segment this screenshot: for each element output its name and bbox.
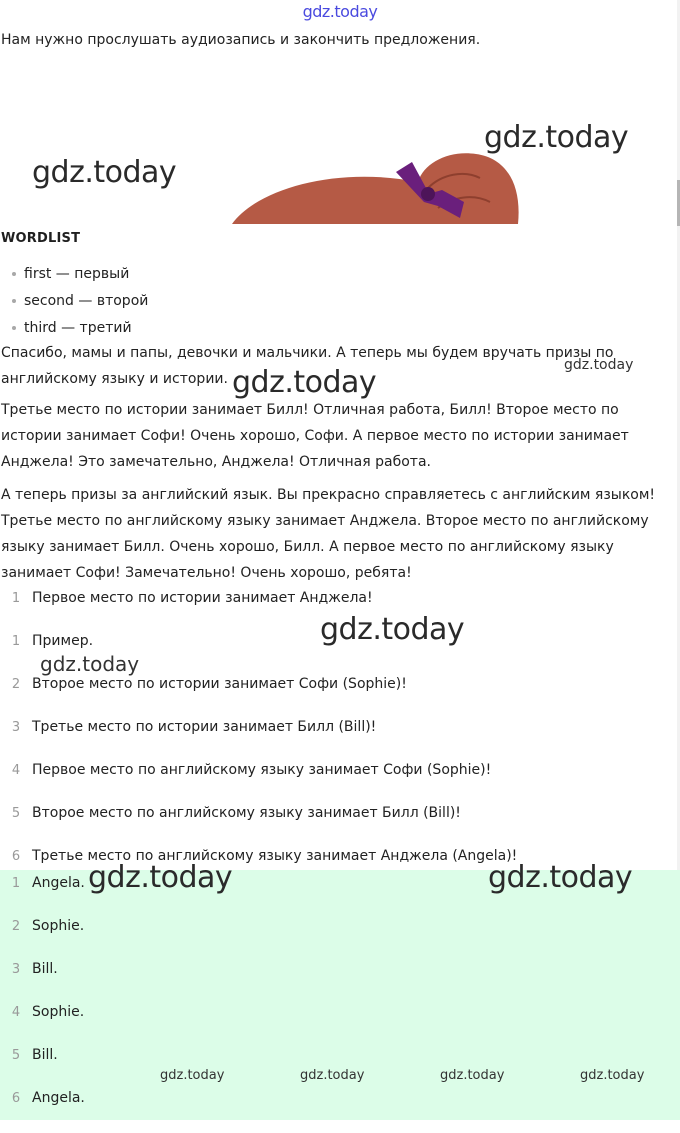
transcript-paragraph: Спасибо, мамы и папы, девочки и мальчики. А теперь мы будем вручать призы по английскому языку и истории.: [1, 345, 614, 387]
watermark: gdz.today: [440, 1068, 505, 1083]
watermark: gdz.today: [320, 612, 465, 647]
watermark: gdz.today: [300, 1068, 365, 1083]
item-text: Пример.: [32, 633, 94, 649]
list-item: [0, 676, 676, 719]
watermark: gdz.today: [580, 1068, 645, 1083]
list-item: [0, 805, 676, 848]
answer-item: [0, 918, 676, 961]
item-number: 1: [11, 634, 21, 649]
watermark: gdz.today: [88, 860, 233, 895]
item-text: Первое место по английскому языку занимает Софи (Sophie)!: [32, 762, 492, 778]
watermark: gdz.today: [232, 365, 377, 400]
watermark: gdz.today: [32, 155, 177, 190]
bullet-icon: [12, 299, 16, 303]
wordlist-title: WORDLIST: [1, 231, 81, 246]
watermark: gdz.today: [488, 860, 633, 895]
answer-text: Sophie.: [32, 918, 85, 934]
watermark: gdz.today: [484, 120, 629, 155]
item-text: Второе место по истории занимает Софи (Sophie)!: [32, 676, 407, 692]
answer-item: [0, 961, 676, 1004]
answer-text: Angela.: [32, 875, 85, 891]
task-instruction: Нам нужно прослушать аудиозапись и закончить предложения.: [1, 32, 481, 48]
wordlist-item: third — третий: [12, 320, 148, 347]
item-number: 4: [11, 1005, 21, 1020]
item-number: 4: [11, 763, 21, 778]
answer-text: Bill.: [32, 961, 58, 977]
answer-item: [0, 1090, 676, 1133]
item-text: Первое место по истории занимает Анджела!: [32, 590, 373, 606]
answer-text: Sophie.: [32, 1004, 85, 1020]
watermark: gdz.today: [160, 1068, 225, 1083]
item-number: 6: [11, 849, 21, 864]
wordlist-item: first — первый: [12, 266, 148, 293]
item-text: Второе место по английскому языку занимает Билл (Bill)!: [32, 805, 461, 821]
girl-illustration: [228, 148, 528, 226]
item-text: Третье место по истории занимает Билл (Bill)!: [32, 719, 377, 735]
item-number: 1: [11, 876, 21, 891]
list-item: [0, 762, 676, 805]
list-item: [0, 719, 676, 762]
item-number: 5: [11, 806, 21, 821]
wordlist-item: second — второй: [12, 293, 148, 320]
hair-bow-knot: [421, 187, 435, 201]
answer-item: [0, 1004, 676, 1047]
girl-hair: [232, 153, 519, 224]
watermark: gdz.today: [40, 652, 140, 676]
header-watermark: gdz.today: [302, 2, 378, 21]
transcript-paragraph: А теперь призы за английский язык. Вы прекрасно справляетесь с английским языком! Третье место по английскому языку занимает Анджела. Второе место по английскому языку занимает Билл. Очень хорошо, Билл. А первое место по английскому языку занимает Софи! Замечательно! Очень хорошо, ребята!: [1, 487, 656, 581]
bullet-icon: [12, 326, 16, 330]
answer-text: Angela.: [32, 1090, 85, 1106]
answer-text: Bill.: [32, 1047, 58, 1063]
item-number: 6: [11, 1091, 21, 1106]
item-number: 1: [11, 591, 21, 606]
item-number: 2: [11, 919, 21, 934]
item-number: 3: [11, 962, 21, 977]
watermark: gdz.today: [564, 357, 634, 373]
wordlist: [12, 266, 148, 347]
bullet-icon: [12, 272, 16, 276]
item-number: 2: [11, 677, 21, 692]
item-number: 3: [11, 720, 21, 735]
item-text: Третье место по английскому языку занимает Анджела (Angela)!: [32, 848, 518, 864]
transcript-paragraph: Третье место по истории занимает Билл! Отличная работа, Билл! Второе место по истории занимает Софи! Очень хорошо, Софи. А первое место по истории занимает Анджела! Это замечательно, Анджела! Отличная работа.: [1, 402, 629, 470]
answer-list: [0, 875, 676, 1133]
item-number: 5: [11, 1048, 21, 1063]
